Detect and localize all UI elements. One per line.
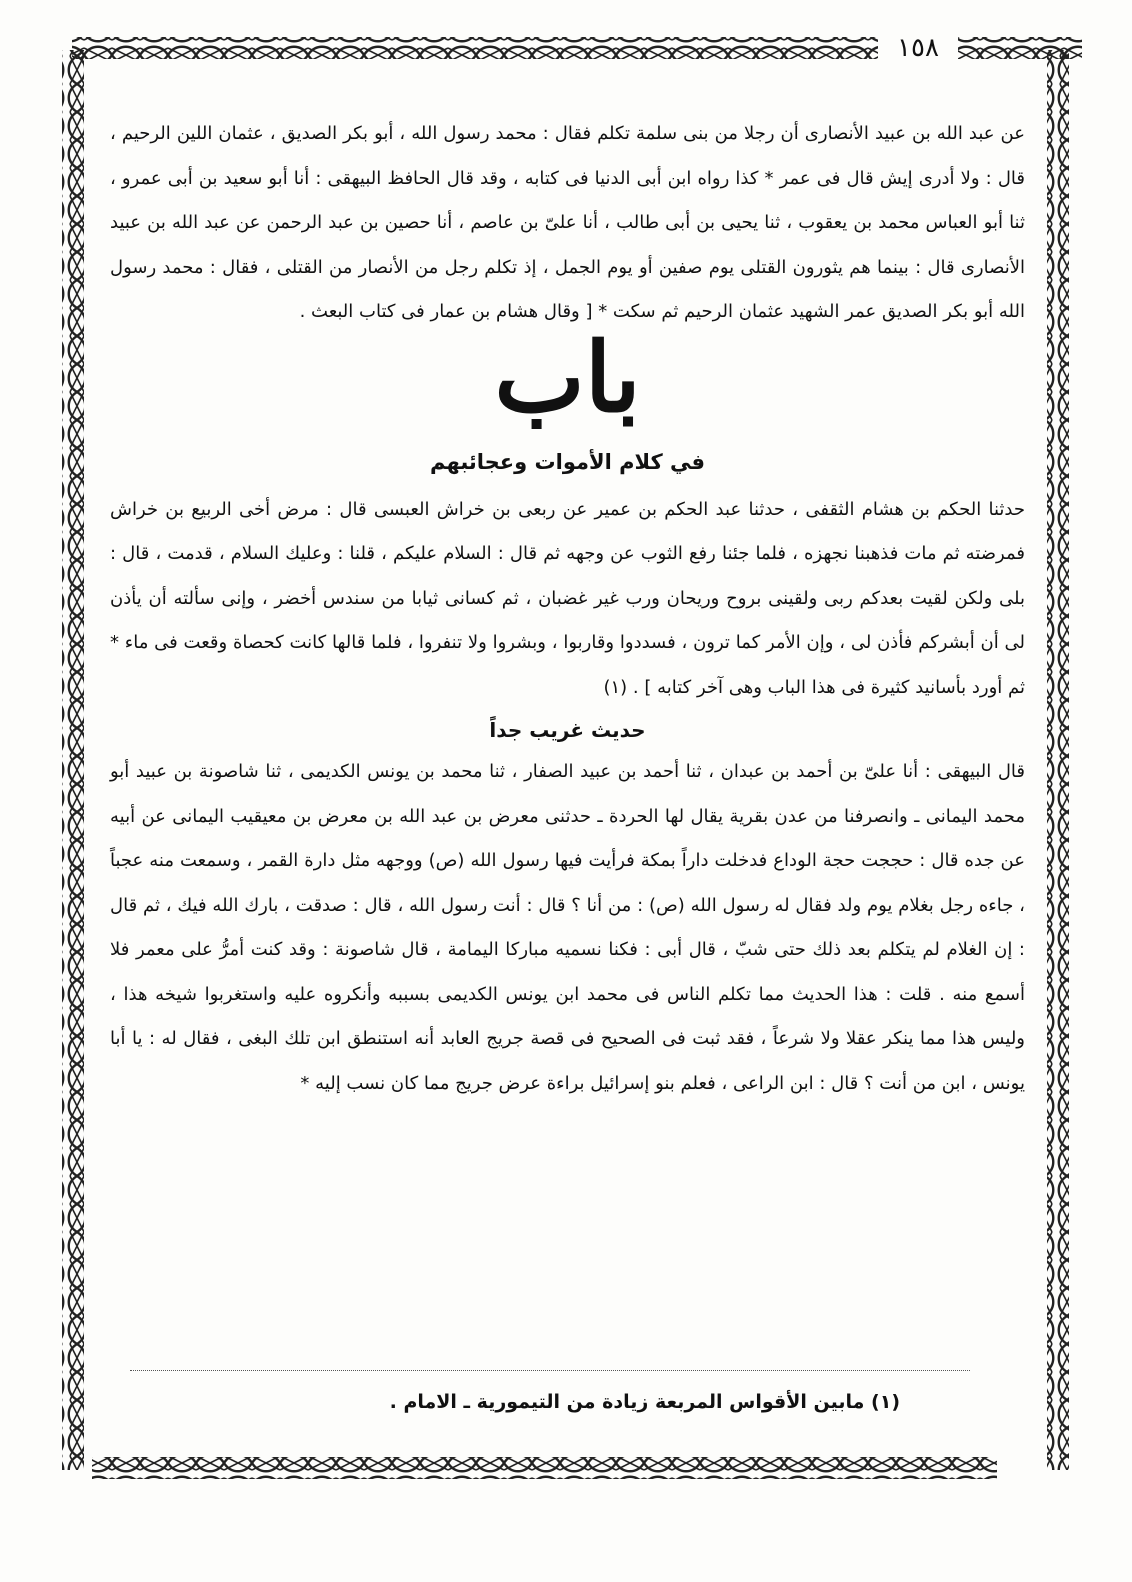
section-paragraph: قال البيهقى : أنا علىّ بن أحمد بن عبدان ، ثنا أحمد بن عبيد الصفار ، ثنا محمد بن يونس الكديمى ، ثنا شاصونة بن عبيد أبو محمد اليمانى ـ وانصرفنا من عدن بقرية يقال لها الحردة ـ حدثنى معرض بن عبد الله بن معرض بن معيقيب اليمانى عن أبيه عن جده قال : حججت حجة الوداع فدخلت داراً بمكة فرأيت فيها رسول الله (ص) ووجهه مثل دارة القمر ، وسمعت منه عجباً ، جاءه رجل بغلام يوم ولد فقال له رسول الله (ص) : من أنا ؟ قال : أنت رسول الله ، قال : صدقت ، بارك الله فيك ، ثم قال : إن الغلام لم يتكلم بعد ذلك حتى شبّ ، قال أبى : فكنا نسميه مباركا اليمامة ، قال شاصونة : وقد كنت أمرُّ على معمر فلا أسمع منه . قلت : هذا الحديث مما تكلم الناس فى محمد ابن يونس الكديمى بسببه وأنكروه عليه واستغربوا شيخه هذا ، وليس هذا مما ينكر عقلا ولا شرعاً ، فقد ثبت فى الصحيح فى قصة جريج العابد أنه استنطق ابن تلك البغى ، فقال له : يا أبا يونس ، ابن من أنت ؟ قال : ابن الراعى ، فعلم بنو إسرائيل براءة عرض جريج مما كان نسب إليه * bbox=[110, 761, 1025, 1094]
chapter-paragraph: حدثنا الحكم بن هشام الثقفى ، حدثنا عبد الحكم بن عمير عن ربعى بن خراش العبسى قال : مرض أخى الربيع بن خراش فمرضته ثم مات فذهبنا نجهزه ، فلما جئنا رفع الثوب عن وجهه ثم قال : السلام عليكم ، قلنا : وعليك السلام ، قدمت ، قال : بلى ولكن لقيت بعدكم ربى ولقينى بروح وريحان ورب غير غضبان ، ثم كسانى ثيابا من سندس أخضر ، وإنى سألته أن يأذن لى أن أبشركم فأذن لى ، وإن الأمر كما ترون ، فسددوا وقاربوا ، وبشروا ولا تنفروا ، فلما قالها كانت كحصاة وقعت فى ماء * ثم أورد بأسانيد كثيرة فى هذا الباب وهى آخر كتابه ] . (١) bbox=[110, 498, 1025, 698]
footnote-divider bbox=[130, 1370, 970, 1371]
footnote: (١) مابين الأقواس المربعة زيادة من التيمورية ـ الامام . bbox=[389, 1391, 900, 1413]
page-body bbox=[110, 112, 1025, 1106]
intro-paragraph: عن عبد الله بن عبيد الأنصارى أن رجلا من بنى سلمة تكلم فقال : محمد رسول الله ، أبو بكر الصديق ، عثمان اللين الرحيم ، قال : ولا أدرى إيش قال فى عمر * كذا رواه ابن أبى الدنيا فى كتابه ، وقد قال الحافظ البيهقى : أنا أبو سعيد بن أبى عمرو ، ثنا أبو العباس محمد بن يعقوب ، ثنا يحيى بن أبى طالب ، أنا علىّ بن عاصم ، أنا حصين بن عبد الرحمن عن عبد الله بن عبيد الأنصارى قال : بينما هم يثورون القتلى يوم صفين أو يوم الجمل ، إذ تكلم رجل من الأنصار من القتلى ، فقال : محمد رسول الله أبو بكر الصديق عمر الشهيد عثمان الرحيم ثم سكت * [ وقال هشام بن عمار فى كتاب البعث . bbox=[110, 123, 1025, 322]
chapter-subtitle: في كلام الأموات وعجائبهم bbox=[430, 449, 705, 474]
chapter-title: باب bbox=[494, 320, 641, 434]
page-number: ١٥٨ bbox=[878, 30, 958, 66]
section-heading: حديث غريب جداً bbox=[489, 718, 646, 742]
chapter-title-block bbox=[110, 320, 1025, 440]
